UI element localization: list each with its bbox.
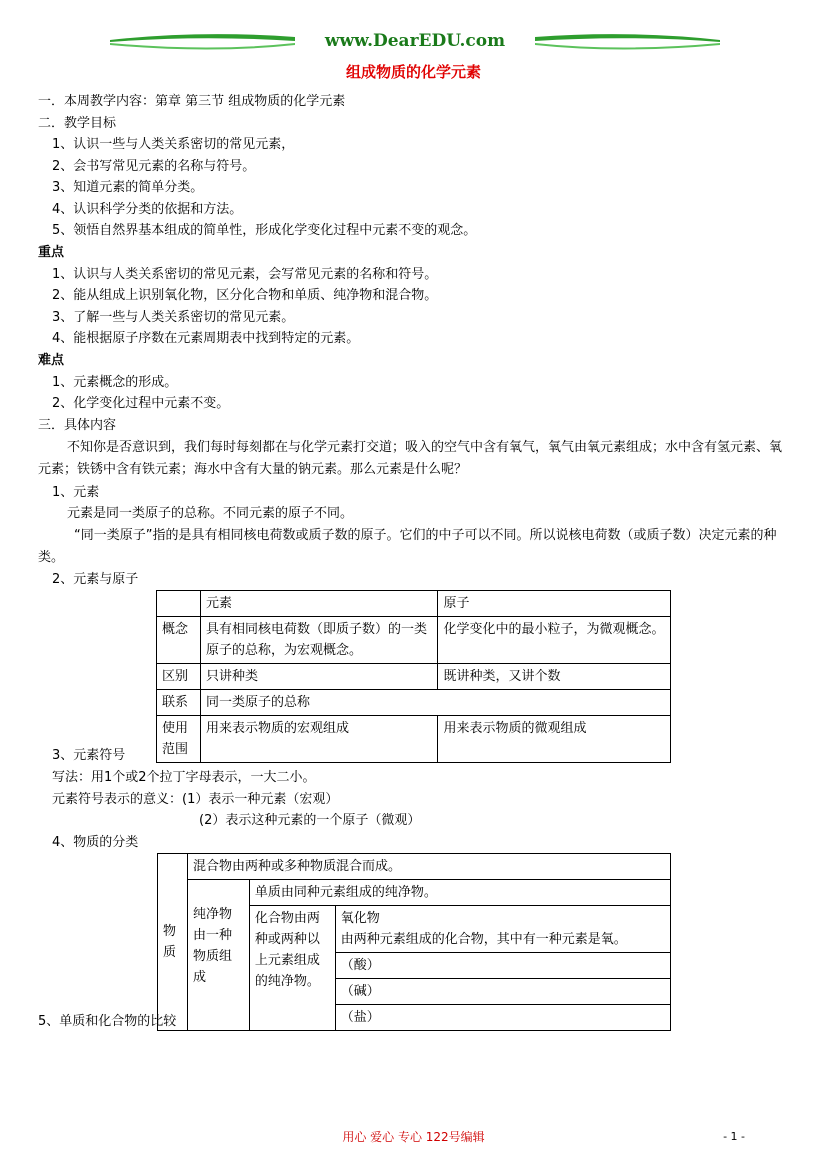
table-cell: 区别: [157, 664, 201, 690]
table-cell: 原子: [438, 591, 671, 617]
table-cell: 元素: [200, 591, 438, 617]
table-cell: 同一类原子的总称: [200, 690, 670, 716]
section-2: 二．教学目标: [38, 116, 117, 131]
goal-item: 4、认识科学分类的依据和方法。: [52, 202, 243, 217]
key-item: 2、能从组成上识别氧化物，区分化合物和单质、纯净物和混合物。: [52, 288, 438, 303]
table-row: [158, 880, 671, 906]
table-cell: 物质: [158, 854, 188, 1031]
table-cell: 混合物由两种或多种物质混合而成。: [187, 854, 670, 880]
table-cell: 单质由同种元素组成的纯净物。: [249, 880, 670, 906]
goal-item: 3、知道元素的简单分类。: [52, 180, 204, 195]
symbol-meaning-2: (2）表示这种元素的一个原子（微观）: [199, 813, 421, 828]
key-item: 3、了解一些与人类关系密切的常见元素。: [52, 310, 295, 325]
subsection-element-atom: 2、元素与原子: [52, 572, 139, 587]
key-title: 重点: [38, 245, 65, 260]
subsection-element: 1、元素: [52, 485, 100, 500]
table-cell: 化学变化中的最小粒子，为微观概念。: [438, 617, 671, 664]
section-1: 一．本周教学内容：第章 第三节 组成物质的化学元素: [38, 94, 346, 109]
table-cell: （碱）: [335, 979, 670, 1005]
goal-item: 1、认识一些与人类关系密切的常见元素，: [52, 137, 295, 152]
intro-paragraph: 不知你是否意识到，我们每时每刻都在与化学元素打交道；吸入的空气中含有氧气，氧气由氧元素组成；水中含有氢元素、氧元素；铁锈中含有铁元素；海水中含有大量的钠元素。那么元素是什么呢？: [38, 440, 783, 477]
difficulty-item: 2、化学变化过程中元素不变。: [52, 396, 230, 411]
subsection-symbol: 3、元素符号: [52, 748, 126, 763]
footer-slogan: 用心 爱心 专心 122号编辑: [342, 1130, 485, 1144]
subsection-comparison: 5、单质和化合物的比较: [38, 1014, 177, 1029]
goal-item: 2、会书写常见元素的名称与符号。: [52, 159, 256, 174]
site-name: www.DearEDU.com: [324, 31, 506, 51]
symbol-meaning: 元素符号表示的意义：(1）表示一种元素（宏观）: [52, 792, 339, 807]
table-cell: [157, 591, 201, 617]
classification-table: [157, 853, 671, 1031]
table-row: [158, 854, 671, 880]
table-cell: 联系: [157, 690, 201, 716]
table-cell: 只讲种类: [200, 664, 438, 690]
table-row: [157, 664, 671, 690]
table-cell: （酸）: [335, 953, 670, 979]
table-row: [157, 690, 671, 716]
table-cell: （盐）: [335, 1005, 670, 1031]
oxide-definition: 由两种元素组成的化合物，其中有一种元素是氧。: [340, 932, 627, 947]
table-cell: [335, 906, 670, 953]
table-row: [157, 716, 671, 763]
section-3: 三．具体内容: [38, 418, 117, 433]
oxide-title: 氧化物: [340, 911, 380, 926]
table-row: [157, 617, 671, 664]
element-atom-table: [156, 590, 671, 763]
table-cell: 化合物由两种或两种以上元素组成的纯净物。: [249, 906, 335, 1031]
table-cell: 具有相同核电荷数（即质子数）的一类原子的总称，为宏观概念。: [200, 617, 438, 664]
table-cell: 纯净物由一种物质组成: [187, 880, 249, 1031]
table-cell: 概念: [157, 617, 201, 664]
key-item: 4、能根据原子序数在元素周期表中找到特定的元素。: [52, 331, 360, 346]
difficulty-item: 1、元素概念的形成。: [52, 375, 178, 390]
table-row: [157, 591, 671, 617]
page-title: 组成物质的化学元素: [345, 63, 481, 81]
header-banner: [110, 28, 720, 54]
subsection-classification: 4、物质的分类: [52, 835, 139, 850]
table-cell: 用来表示物质的微观组成: [438, 716, 671, 763]
table-cell: 既讲种类，又讲个数: [438, 664, 671, 690]
difficulty-title: 难点: [38, 353, 65, 368]
page-number: - 1 -: [723, 1130, 745, 1143]
goal-item: 5、领悟自然界基本组成的简单性，形成化学变化过程中元素不变的观念。: [52, 223, 477, 238]
element-explanation: “同一类原子”指的是具有相同核电荷数或质子数的原子。它们的中子可以不同。所以说核电荷数（或质子数）决定元素的种类。: [38, 528, 777, 565]
symbol-writing: 写法：用1个或2个拉丁字母表示，一大二小。: [52, 770, 316, 785]
key-item: 1、认识与人类关系密切的常见元素，会写常见元素的名称和符号。: [52, 267, 438, 282]
element-definition: 元素是同一类原子的总称。不同元素的原子不同。: [67, 506, 354, 521]
table-cell: 用来表示物质的宏观组成: [200, 716, 438, 763]
table-cell: 使用范围: [157, 716, 201, 763]
